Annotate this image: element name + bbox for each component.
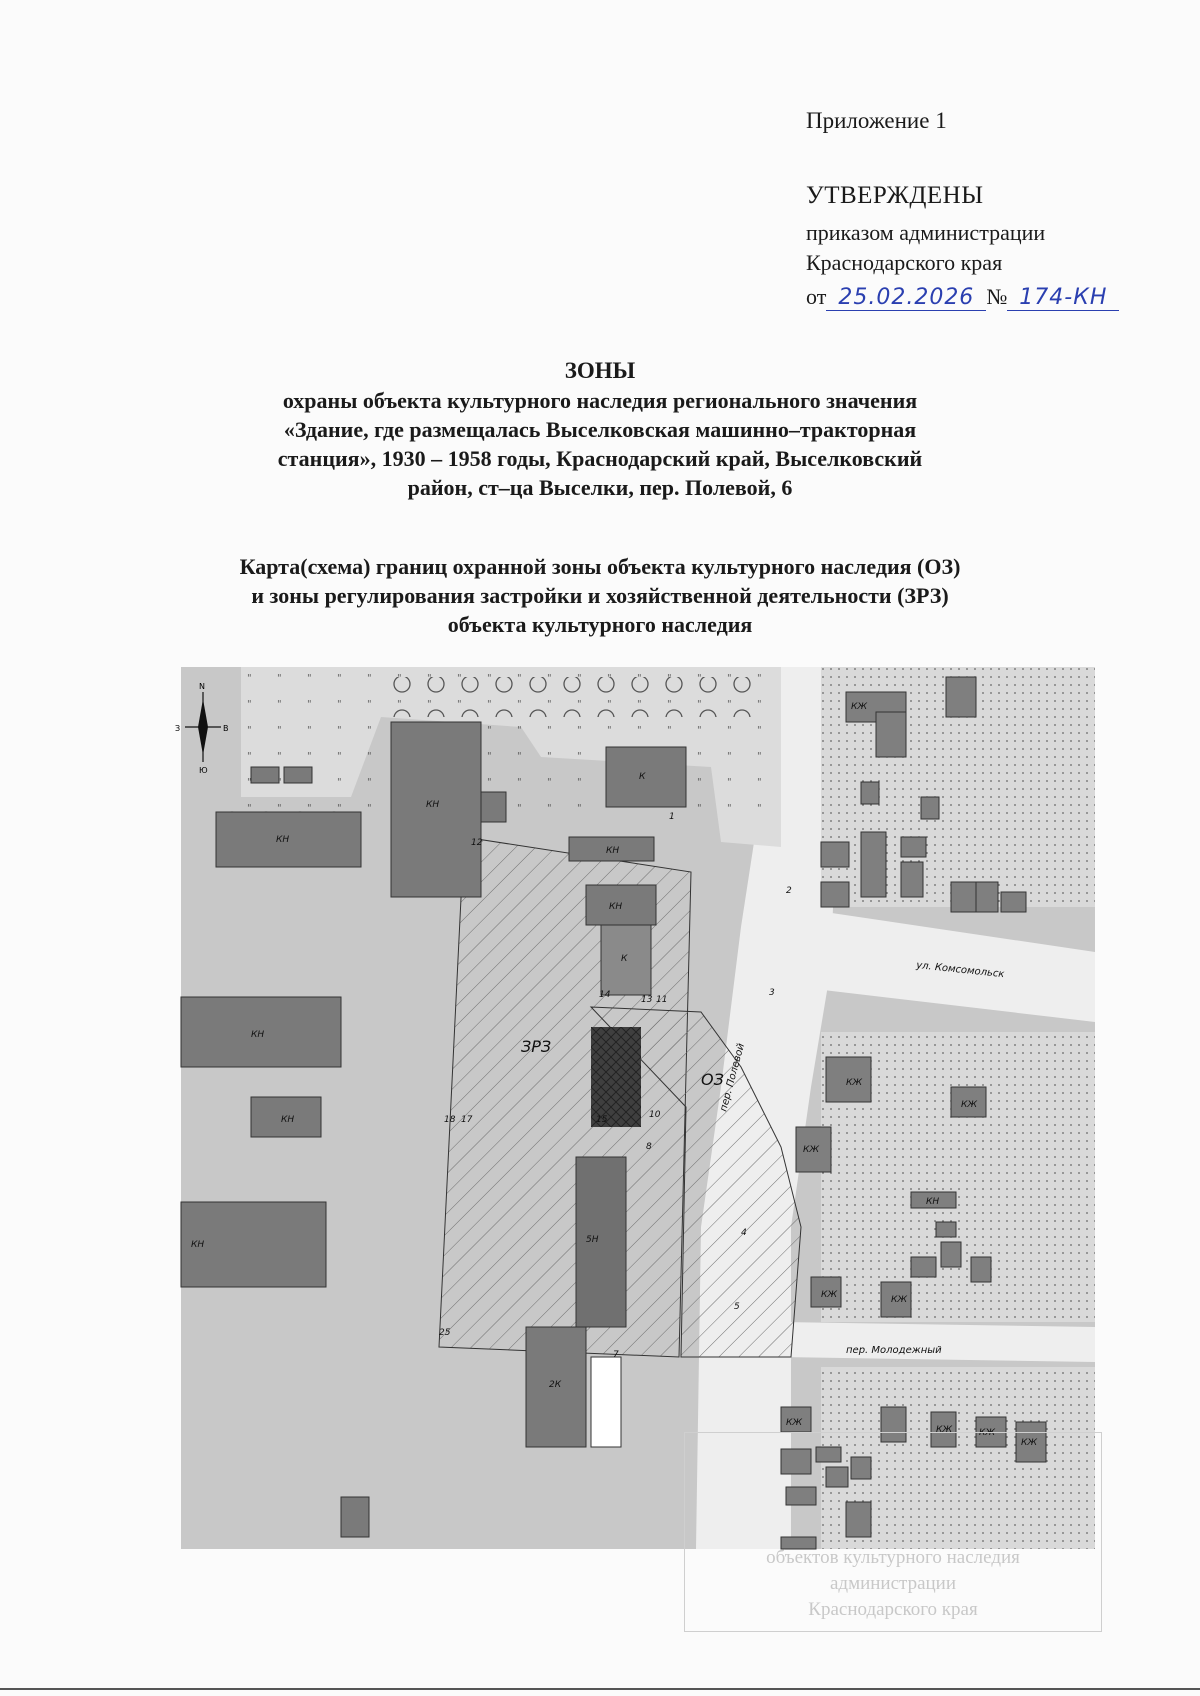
svg-text:1: 1	[669, 812, 675, 822]
svg-text:К: К	[621, 954, 628, 964]
svg-text:В: В	[223, 724, 229, 733]
zone-map	[175, 667, 1095, 1549]
svg-text:8: 8	[646, 1142, 652, 1152]
svg-text:5: 5	[734, 1302, 740, 1312]
building-5n	[576, 1157, 626, 1327]
street-polevoy: пер. Полевой	[718, 1042, 748, 1113]
svg-text:2: 2	[786, 886, 792, 896]
svg-text:5Н: 5Н	[586, 1235, 599, 1245]
approved-by-line-1: приказом администрации	[806, 220, 1046, 245]
faded-stamp	[684, 1432, 1102, 1632]
svg-text:КН: КН	[191, 1240, 205, 1250]
subtitle-line-2: и зоны регулирования застройки и хозяйственной деятельности (ЗРЗ)	[251, 583, 949, 608]
svg-text:11: 11	[656, 995, 668, 1005]
oz-label: ОЗ	[701, 1070, 724, 1089]
title-line-2: «Здание, где размещалась Выселковская машинно–тракторная	[283, 417, 917, 442]
appendix-label: Приложение 1	[806, 108, 947, 133]
svg-text:КН: КН	[276, 835, 290, 845]
svg-text:КН: КН	[251, 1030, 265, 1040]
svg-text:Ю: Ю	[199, 766, 208, 775]
stamp-line-3: Краснодарского края	[808, 1599, 978, 1620]
svg-text:КЖ: КЖ	[851, 702, 868, 712]
stamp-line-2: администрации	[829, 1573, 957, 1594]
svg-text:КЖ: КЖ	[936, 1425, 953, 1435]
date-prefix: от	[806, 284, 827, 309]
svg-text:14: 14	[599, 990, 611, 1000]
subtitle-line-3: объекта культурного наследия	[447, 612, 753, 637]
svg-text:17: 17	[461, 1115, 473, 1125]
svg-text:13: 13	[641, 995, 653, 1005]
svg-text:КЖ: КЖ	[786, 1418, 803, 1428]
approved-heading: УТВЕРЖДЕНЫ	[806, 182, 984, 209]
svg-text:КЖ: КЖ	[846, 1078, 863, 1088]
svg-text:18: 18	[444, 1115, 456, 1125]
svg-text:3: 3	[769, 988, 775, 998]
svg-text:КЖ: КЖ	[979, 1428, 996, 1438]
street-molodezhny: пер. Молодежный	[846, 1345, 942, 1356]
svg-text:15: 15	[596, 1115, 608, 1125]
street-komsomolskaya: ул. Комсомольск	[915, 960, 1005, 981]
svg-text:25: 25	[439, 1328, 451, 1338]
svg-text:КН: КН	[281, 1115, 295, 1125]
svg-text:К: К	[639, 772, 646, 782]
title-line-3: станция», 1930 – 1958 годы, Краснодарский край, Выселковский	[277, 446, 923, 471]
road-molodezhny	[781, 1322, 1095, 1362]
handwritten-date: 25.02.2026	[826, 285, 986, 311]
document-title: ЗОНЫ	[564, 358, 636, 383]
handwritten-number: 174-КН	[1007, 285, 1119, 311]
svg-text:4: 4	[741, 1228, 747, 1238]
svg-text:12: 12	[471, 838, 483, 848]
scan-edge-line	[0, 1688, 1200, 1690]
svg-text:КН: КН	[606, 846, 620, 856]
svg-text:N: N	[199, 682, 205, 691]
map-subtitle	[0, 552, 1200, 639]
subtitle-line-1: Карта(схема) границ охранной зоны объекта культурного наследия (ОЗ)	[239, 554, 961, 579]
svg-text:КЖ: КЖ	[803, 1145, 820, 1155]
document-title-body	[0, 386, 1200, 502]
svg-text:КЖ: КЖ	[961, 1100, 978, 1110]
approved-by-line-2: Краснодарского края	[806, 250, 1003, 275]
stamp-line-1: объектов культурного наследия	[766, 1547, 1020, 1568]
svg-text:З: З	[175, 724, 181, 733]
svg-text:КН: КН	[609, 902, 623, 912]
svg-text:КЖ: КЖ	[821, 1290, 838, 1300]
order-date-number	[806, 284, 1119, 311]
svg-text:7: 7	[613, 1350, 619, 1360]
building-k-top	[606, 747, 686, 807]
title-line-1: охраны объекта культурного наследия регионального значения	[282, 388, 918, 413]
svg-text:КЖ: КЖ	[1021, 1438, 1038, 1448]
svg-text:10: 10	[649, 1110, 661, 1120]
zrz-label: ЗРЗ	[521, 1037, 552, 1056]
svg-text:2К: 2К	[549, 1380, 562, 1390]
title-line-4: район, ст–ца Выселки, пер. Полевой, 6	[407, 475, 793, 500]
svg-text:КЖ: КЖ	[891, 1295, 908, 1305]
svg-text:КН: КН	[926, 1197, 940, 1207]
svg-text:КН: КН	[426, 800, 440, 810]
number-prefix: №	[986, 284, 1008, 309]
